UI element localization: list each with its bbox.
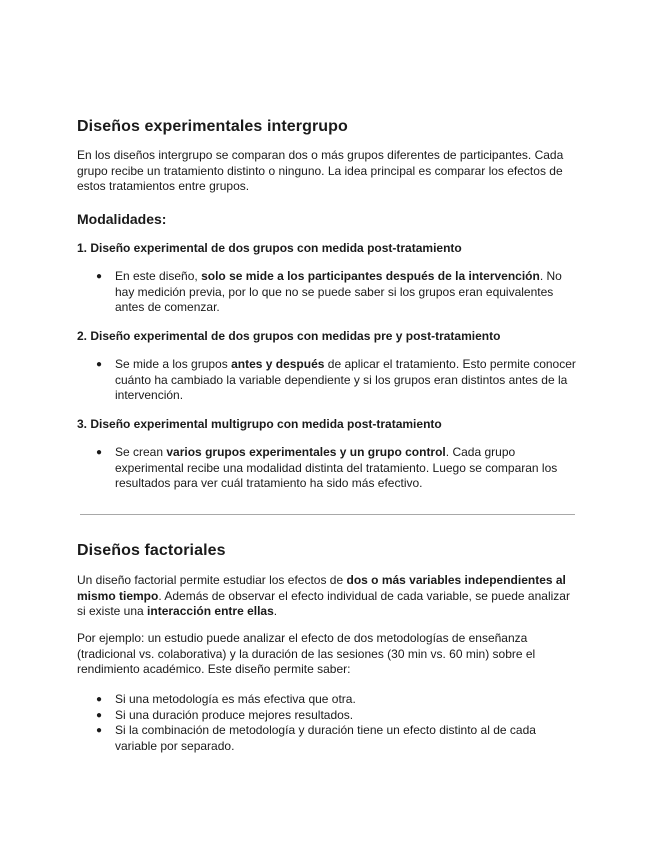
modalidad-3-heading: 3. Diseño experimental multigrupo con medida post-tratamiento (77, 417, 442, 431)
item-text: Si la combinación de metodología y duración tiene un efecto distinto al de cada variable por separado. (115, 723, 536, 753)
section-title-intergrupo: Diseños experimentales intergrupo (77, 118, 348, 135)
bullet-icon: ● (96, 725, 103, 736)
bullet-icon: ● (96, 447, 103, 458)
list-item (77, 692, 577, 708)
item-text: . Cada grupo experimental recibe una modalidad distinta del tratamiento. Luego se comparan los resultados para ver cuál tratamiento ha sido más efectivo. (115, 445, 558, 490)
factorial-benefits-list (77, 692, 577, 754)
list-item (77, 269, 577, 316)
bullet-icon: ● (96, 709, 103, 721)
modalidad-2-list (77, 357, 577, 404)
modalidad-2-heading: 2. Diseño experimental de dos grupos con medidas pre y post-tratamiento (77, 329, 501, 343)
item-text: . No hay medición previa, por lo que no se puede saber si los grupos eran equivalentes antes de comenzar. (115, 269, 562, 314)
item-text: En este diseño, (115, 269, 202, 283)
modalidad-3-list (77, 445, 577, 492)
modalidad-1-list (77, 269, 577, 316)
intro-paragraph: En los diseños intergrupo se comparan dos o más grupos diferentes de participantes. Cada grupo recibe un tratamiento distinto o ninguno. La idea principal es comparar los efectos de estos tratamientos entre grupos. (77, 148, 564, 193)
example-paragraph: Por ejemplo: un estudio puede analizar el efecto de dos metodologías de enseñanza (tradicional vs. colaborativa) y la duración de las sesiones (30 min vs. 60 min) sobre el rendimiento académico. Este diseño permite saber: (77, 631, 536, 676)
bullet-icon: ● (96, 271, 103, 282)
bullet-icon: ● (96, 359, 103, 370)
bullet-icon: ● (96, 694, 103, 705)
factorial-definition-paragraph (77, 573, 577, 620)
list-item (77, 708, 577, 724)
list-item (77, 445, 577, 492)
item-text: Se mide a los grupos (115, 357, 232, 371)
paragraph-text: . (273, 604, 278, 618)
list-item (77, 723, 577, 754)
paragraph-text: Un diseño factorial permite estudiar los efectos de (77, 573, 347, 587)
modalidades-subtitle: Modalidades: (77, 211, 167, 227)
modalidad-1-heading: 1. Diseño experimental de dos grupos con medida post-tratamiento (77, 241, 462, 255)
item-bold-text: antes y después (231, 357, 325, 371)
paragraph-text: . Además de observar el efecto individual de cada variable, se puede analizar si existe una (77, 588, 570, 618)
paragraph-bold-text: dos o más variables independientes al mismo tiempo (77, 573, 566, 603)
list-item (77, 357, 577, 404)
paragraph-bold-text: interacción entre ellas (147, 604, 274, 618)
item-bold-text: varios grupos experimentales y un grupo control (166, 445, 446, 459)
section-title-factoriales: Diseños factoriales (77, 542, 226, 559)
item-bold-text: solo se mide a los participantes después de la intervención (201, 269, 540, 283)
item-text: de aplicar el tratamiento. Esto permite conocer cuánto ha cambiado la variable dependiente y si los grupos eran distintos antes de la intervención. (115, 357, 576, 402)
section-divider (80, 514, 575, 515)
item-text: Se crean (115, 445, 167, 459)
item-text: Si una duración produce mejores resultados. (115, 707, 354, 722)
item-text: Si una metodología es más efectiva que otra. (115, 692, 356, 706)
